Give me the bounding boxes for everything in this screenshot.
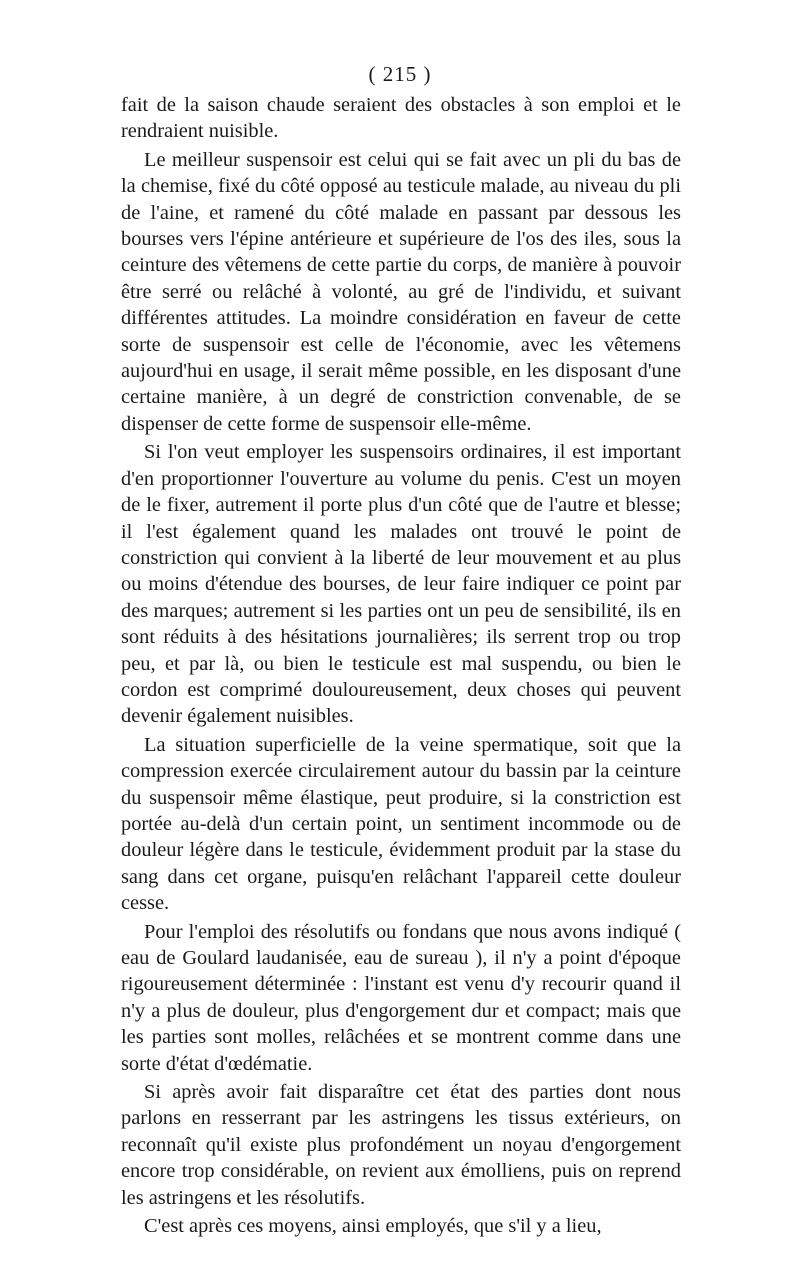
paragraph-resolutifs: Pour l'emploi des résolutifs ou fondans que nous avons indiqué ( eau de Goulard laudanisée, eau de sureau ), il n'y a point d'époque rigoureusement déterminée : l'instant est venu d'y recourir quand il n'y a plus de douleur, plus d'engorgement dur et compact; mais que les parties sont molles, relâchées et se montrent comme dans une sorte d'état d'œdématie. [121, 920, 681, 1075]
paragraph-suspensoir-pli: Le meilleur suspensoir est celui qui se fait avec un pli du bas de la chemise, fixé du côté opposé au testicule malade, au niveau du pli de l'aine, et ramené du côté malade en passant par dessous les bourses vers l'épine antérieure et supérieure de l'os des iles, sous la ceinture des vêtemens de cette partie du corps, de manière à pouvoir être serré ou relâché à volonté, au gré de l'individu, et suivant différentes attitudes. La moindre considération en faveur de cette sorte de suspensoir est celle de l'économie, avec les vêtemens aujourd'hui en usage, il serait même possible, en les disposant d'une certaine manière, à un degré de constriction convenable, de se dispenser de cette forme de suspensoir elle-même. [121, 148, 681, 435]
paragraph-continuation: fait de la saison chaude seraient des obstacles à son emploi et le rendraient nuisible. [121, 94, 681, 143]
paragraph-astringens: Si après avoir fait disparaître cet état des parties dont nous parlons en resserrant par les astringens les tissus extérieurs, on reconnaît qu'il existe plus profondément un noyau d'engorgement encore trop considérable, on revient aux émolliens, puis on reprend les astringens et les résolutifs. [121, 1081, 681, 1209]
body-text [121, 92, 681, 1239]
page-number: ( 215 ) [368, 62, 432, 86]
paragraph-suspensoirs-ordinaires: Si l'on veut employer les suspensoirs ordinaires, il est important d'en proportionner l'ouverture au volume du penis. C'est un moyen de le fixer, autrement il porte plus d'un côté que de l'autre et blesse; il l'est également quand les malades ont trouvé le point de constriction qui convient à la liberté de leur mouvement et au plus ou moins d'étendue des bourses, de leur faire indiquer ce point par des marques; autrement si les parties ont un peu de sensibilité, ils en sont réduits à des hésitations journalières; ils serrent trop ou trop peu, et par là, ou bien le testicule est mal suspendu, ou bien le cordon est comprimé douloureusement, deux choses qui peuvent devenir également nuisibles. [121, 441, 681, 728]
paragraph-veine-spermatique: La situation superficielle de la veine spermatique, soit que la compression exercée circulairement autour du bassin par la ceinture du suspensoir même élastique, peut produire, si la constriction est portée au-delà d'un certain point, un sentiment incommode ou de douleur légère dans le testicule, évidemment produit par la stase du sang dans cet organe, puisqu'en relâchant l'appareil cette douleur cesse. [121, 733, 681, 915]
paragraph-final-fragment: C'est après ces moyens, ainsi employés, que s'il y a lieu, [144, 1215, 602, 1238]
